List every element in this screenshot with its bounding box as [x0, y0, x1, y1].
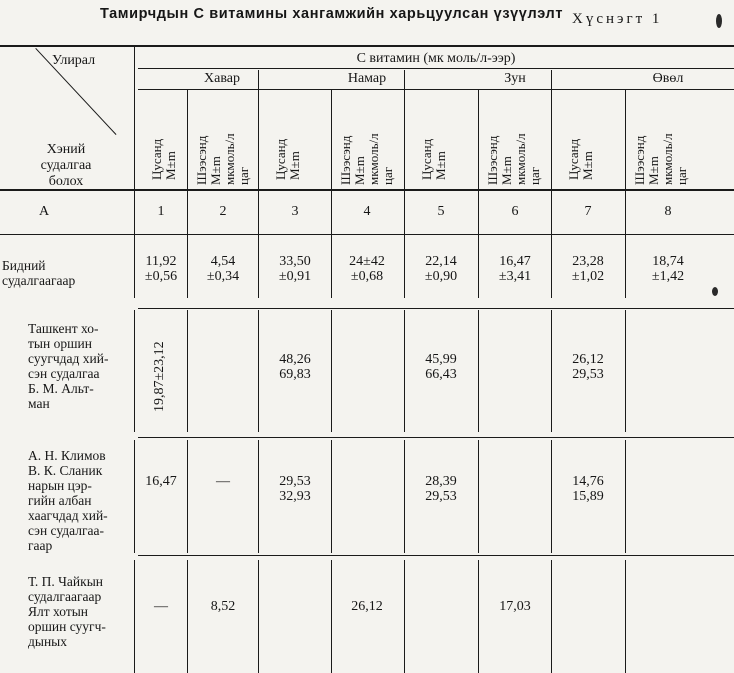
blood-subheader: M±m [287, 151, 302, 180]
urine-subheader: Шээсэнд [632, 135, 647, 185]
body-column-rule [404, 440, 405, 553]
value-cell: 26,12 [351, 599, 383, 614]
column-number: А [38, 204, 50, 219]
body-column-rule [551, 440, 552, 553]
value-cell: 48,26 [279, 352, 311, 367]
row-label-line: Ташкент хо- [28, 321, 99, 336]
value-cell: 29,53 [425, 489, 457, 504]
header-subrule [138, 68, 734, 69]
value-cell: 32,93 [279, 489, 311, 504]
table-number: Хүснэгт 1 [572, 11, 663, 27]
research-header-line: болох [48, 174, 84, 189]
body-column-rule [625, 236, 626, 298]
urine-subheader: мкмоль/л [222, 133, 237, 185]
body-column-rule [187, 310, 188, 432]
body-column-rule [404, 236, 405, 298]
row-separator [138, 555, 734, 556]
value-cell: — [154, 599, 168, 614]
value-cell: ±0,68 [350, 269, 384, 284]
blood-subheader: M±m [580, 151, 595, 180]
row-label-line: Т. П. Чайкын [28, 574, 103, 589]
urine-subheader: мкмоль/л [366, 133, 381, 185]
body-column-rule [551, 236, 552, 298]
body-column-rule [625, 560, 626, 673]
table-title: Тамирчдын С витамины хангамжийн харьцуулсан үзүүлэлт [100, 6, 564, 22]
urine-subheader: мкмоль/л [660, 133, 675, 185]
value-cell: 15,89 [572, 489, 604, 504]
blood-subheader: Цусанд [149, 138, 164, 180]
ink-speck [712, 287, 718, 296]
research-header-line: Хэний [46, 142, 86, 157]
value-cell: 29,53 [279, 474, 311, 489]
column-number: 5 [437, 204, 445, 219]
column-number: 1 [157, 204, 165, 219]
value-cell: ±0,34 [206, 269, 240, 284]
value-cell: 28,39 [425, 474, 457, 489]
body-column-rule [258, 560, 259, 673]
row-label-line: оршин суугч- [28, 619, 106, 634]
value-cell: ±0,91 [278, 269, 312, 284]
body-column-rule [187, 560, 188, 673]
row-label-line: нарын цэр- [28, 478, 92, 493]
value-cell: 19,87±23,12 [152, 341, 167, 412]
column-number: 4 [363, 204, 371, 219]
season-rule [138, 89, 734, 90]
urine-subheader: M±m [646, 156, 661, 185]
blood-subheader: Цусанд [273, 138, 288, 180]
row-label-line: Б. М. Альт- [28, 381, 94, 396]
value-cell: 16,47 [145, 474, 177, 489]
research-header-line: судалгаа [40, 158, 92, 173]
body-column-rule [625, 310, 626, 432]
blood-subheader: M±m [433, 151, 448, 180]
value-cell: ±0,90 [424, 269, 458, 284]
body-column-rule [187, 440, 188, 553]
body-column-rule [551, 560, 552, 673]
urine-subheader: цаг [236, 166, 251, 185]
row-label-line: сэн судалгаа [28, 366, 100, 381]
value-cell: ±0,56 [144, 269, 178, 284]
value-cell: 23,28 [572, 254, 604, 269]
body-column-rule [258, 310, 259, 432]
value-cell: 8,52 [210, 599, 236, 614]
row-label-line: ман [28, 396, 50, 411]
urine-subheader: цаг [527, 166, 542, 185]
column-number: 2 [219, 204, 227, 219]
row-label-line: судалгаагаар [28, 589, 102, 604]
body-column-rule [625, 440, 626, 553]
ink-speck [716, 14, 722, 28]
body-column-rule [331, 310, 332, 432]
value-cell: 69,83 [279, 367, 311, 382]
row-label-line: Бидний [2, 258, 46, 273]
body-column-rule [478, 236, 479, 298]
value-cell: 22,14 [425, 254, 457, 269]
body-column-rule [258, 440, 259, 553]
body-column-rule [404, 560, 405, 673]
row-label-line: Ялт хотын [28, 604, 89, 619]
blood-subheader: Цусанд [419, 138, 434, 180]
urine-subheader: Шээсэнд [338, 135, 353, 185]
period-header: Улирал [52, 53, 96, 68]
body-column-rule [478, 440, 479, 553]
column-number: 6 [511, 204, 519, 219]
body-column-rule [551, 310, 552, 432]
column-number: 8 [664, 204, 672, 219]
season-header-1: Хавар [204, 71, 240, 86]
value-cell: 4,54 [210, 254, 236, 269]
group-header: С витамин (мк моль/л-ээр) [356, 51, 516, 66]
row-label-line: гаар [28, 538, 53, 553]
column-number-bottom-rule [0, 234, 734, 235]
row-label [28, 448, 136, 553]
row-separator [138, 308, 734, 309]
body-column-rule [404, 310, 405, 432]
row-label [28, 574, 136, 649]
value-cell: ±3,41 [498, 269, 532, 284]
value-cell: 17,03 [499, 599, 531, 614]
value-cell: 18,74 [652, 254, 684, 269]
season-header-4: Өвөл [652, 71, 684, 86]
row-label-line: гийн албан [28, 493, 92, 508]
urine-subheader: цаг [674, 166, 689, 185]
column-number-top-rule [0, 189, 734, 191]
value-cell: 33,50 [279, 254, 311, 269]
row-label [28, 321, 136, 411]
value-cell: ±1,02 [571, 269, 605, 284]
urine-subheader: M±m [208, 156, 223, 185]
row-label-line: суугчдад хий- [28, 351, 109, 366]
value-cell: — [216, 474, 230, 489]
urine-subheader: Шээсэнд [194, 135, 209, 185]
value-cell: 26,12 [572, 352, 604, 367]
row-label-line: тын оршин [28, 336, 92, 351]
row-separator [138, 437, 734, 438]
urine-subheader: цаг [380, 166, 395, 185]
urine-subheader: мкмоль/л [513, 133, 528, 185]
value-cell: 45,99 [425, 352, 457, 367]
value-cell: 11,92 [145, 254, 177, 269]
value-cell: 14,76 [572, 474, 604, 489]
row-label [2, 258, 128, 288]
value-cell: 16,47 [499, 254, 531, 269]
value-cell: 66,43 [425, 367, 457, 382]
body-column-rule [478, 310, 479, 432]
table-top-border [0, 45, 734, 47]
row-label-line: сэн судалгаа- [28, 523, 104, 538]
blood-subheader: Цусанд [566, 138, 581, 180]
value-cell: 24±42 [349, 254, 385, 269]
season-header-2: Намар [347, 71, 387, 86]
column-number: 7 [584, 204, 592, 219]
blood-subheader: M±m [163, 151, 178, 180]
body-column-rule [331, 560, 332, 673]
urine-subheader: Шээсэнд [485, 135, 500, 185]
urine-subheader: M±m [499, 156, 514, 185]
row-label-line: хаагчдад хий- [28, 508, 108, 523]
body-column-rule [331, 440, 332, 553]
value-cell: ±1,42 [651, 269, 685, 284]
body-column-rule [258, 236, 259, 298]
row-label-line: В. К. Сланик [28, 463, 103, 478]
value-cell: 29,53 [572, 367, 604, 382]
season-header-3: Зун [504, 71, 526, 86]
row-label-line: судалгаагаар [2, 273, 76, 288]
body-column-rule [478, 560, 479, 673]
row-label-line: дыных [28, 634, 67, 649]
column-number: 3 [291, 204, 299, 219]
urine-subheader: M±m [352, 156, 367, 185]
row-label-line: А. Н. Климов [28, 448, 106, 463]
